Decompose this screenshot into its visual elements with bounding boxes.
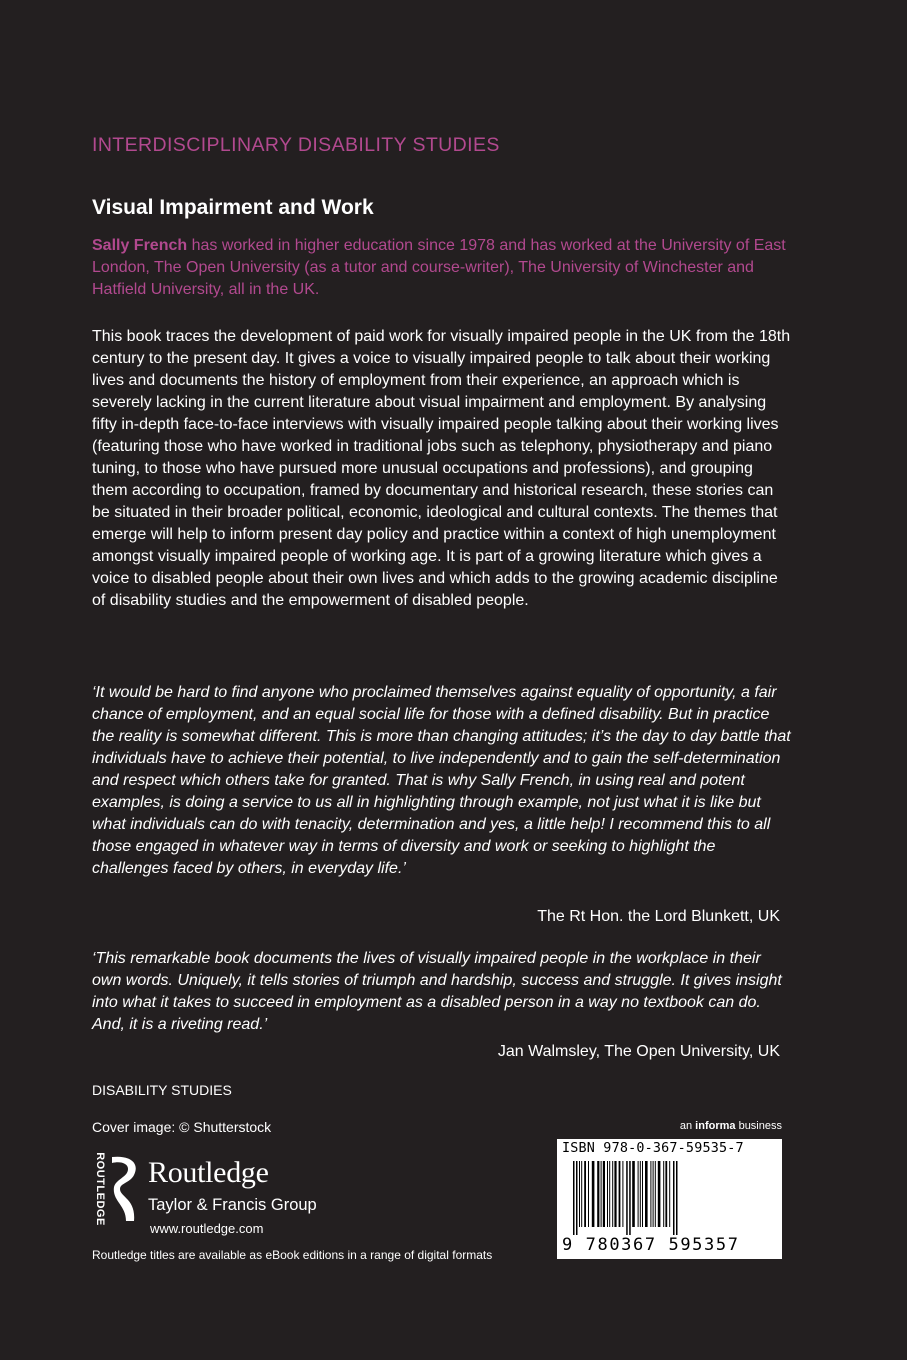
barcode-bar: [603, 1161, 605, 1227]
barcode-bar: [638, 1161, 639, 1227]
barcode-bar: [665, 1161, 667, 1227]
barcode-bar: [676, 1161, 678, 1235]
barcode-bar: [653, 1161, 654, 1227]
barcode-bar: [619, 1161, 621, 1227]
barcode-bar: [632, 1161, 635, 1227]
barcode-bar: [576, 1161, 578, 1235]
barcode-bar: [645, 1161, 648, 1227]
barcode-bar: [592, 1161, 595, 1227]
barcode-bar: [601, 1161, 602, 1227]
publisher-url[interactable]: www.routledge.com: [150, 1221, 264, 1236]
barcode-bar: [612, 1161, 613, 1227]
isbn-barcode: [557, 1139, 782, 1259]
barcode-bar: [650, 1161, 651, 1227]
barcode-bar: [655, 1161, 656, 1227]
endorsement-quote-2: ‘This remarkable book documents the lives of visually impaired people in the workplace in their own words. Uniquely, it tells stories of triumph and hardship, success and struggle. It gives insight into what it takes to succeed in employment as a disabled person in a way no textbook can do. And, it is a riveting read.’: [92, 950, 782, 1033]
book-description: This book traces the development of paid work for visually impaired people in the UK from the 18th century to the present day. It gives a voice to visually impaired people to talk about their working lives and documents the history of employment from their experience, an approach which is severely lacking in the current literature about visual impairment and employment. By analysing fifty in-depth face-to-face interviews with visually impaired people talking about their working lives (featuring those who have worked in traditional jobs such as telephony, physiotherapy and piano tuning, to those who have pursued more unusual occupations and professions), and grouping them according to occupation, framed by documentary and historical research, these stories can be situated in their broader political, economic, ideological and cultural contexts. The themes that emerge will help to inform present day policy and practice within a context of high unemployment amongst visually impaired people of working age. It is part of a growing literature which gives a voice to disabled people about their own lives and which adds to the growing academic discipline of disability studies and the empowerment of disabled people.: [92, 328, 791, 609]
cover-credit: Cover image: © Shutterstock: [92, 1119, 272, 1135]
barcode-bar: [581, 1161, 582, 1227]
barcode-bar: [573, 1161, 575, 1235]
ebook-note: Routledge titles are available as eBook editions in a range of digital formats: [92, 1248, 493, 1262]
author-name: Sally French: [92, 237, 188, 254]
barcode-bar: [607, 1161, 608, 1227]
barcode-bar: [642, 1161, 643, 1227]
author-bio: [92, 235, 792, 301]
publisher-name: Routledge: [148, 1156, 269, 1189]
publisher-logo: [92, 1152, 352, 1240]
barcode-bar: [669, 1161, 670, 1227]
publisher-vertical-wordmark: ROUTLEDGE: [94, 1152, 106, 1226]
subject-category: DISABILITY STUDIES: [92, 1082, 232, 1098]
informa-brand: informa: [695, 1120, 736, 1132]
barcode-digits: 9 780367 595357: [562, 1235, 740, 1255]
endorsement-attribution-2: Jan Walmsley, The Open University, UK: [497, 1043, 780, 1060]
book-title: Visual Impairment and Work: [92, 196, 374, 219]
barcode-bar: [597, 1161, 599, 1227]
barcode-bars: [571, 1161, 771, 1235]
informa-tagline: an informa business: [679, 1120, 782, 1132]
barcode-bar: [673, 1161, 675, 1235]
barcode-bar: [609, 1161, 610, 1227]
barcode-bar: [614, 1161, 616, 1227]
barcode-bar: [626, 1161, 628, 1235]
barcode-bar: [663, 1161, 664, 1227]
isbn-label: ISBN 978-0-367-59535-7: [562, 1141, 744, 1156]
endorsement-attribution-1: The Rt Hon. the Lord Blunkett, UK: [537, 908, 780, 925]
barcode-bar: [584, 1161, 586, 1227]
barcode-bar: [658, 1161, 661, 1227]
publisher-group: Taylor & Francis Group: [148, 1196, 317, 1214]
author-bio-text: has worked in higher education since 1978 and has worked at the University of East London, The Open University (as a tutor and course-writer), The University of Winchester and Hatfield University, all in the UK.: [92, 237, 786, 298]
series-title: INTERDISCIPLINARY DISABILITY STUDIES: [92, 134, 500, 156]
routledge-r-icon: [108, 1155, 144, 1223]
barcode-bar: [579, 1161, 580, 1227]
barcode-bar: [622, 1161, 623, 1227]
barcode-bar: [629, 1161, 631, 1235]
barcode-bar: [640, 1161, 641, 1227]
endorsement-quote-1: ‘It would be hard to find anyone who proclaimed themselves against equality of opportunity, a fair chance of employment, and an equal social life for those with a defined disability. But in practice the reality is somewhat different. This is more than changing attitudes; it’s the day to day battle that individuals have to achieve their potential, to live independently and to gain the self-determination and respect which others take for granted. That is why Sally French, in using real and potent examples, is doing a service to us all in highlighting through example, not just what it is like but what individuals can do with tenacity, determination and yes, a little help! I recommend this to all those engaged in whatever way in terms of diversity and work or seeking to highlight the challenges faced by others, in everyday life.’: [92, 684, 791, 877]
barcode-bar: [588, 1161, 589, 1227]
